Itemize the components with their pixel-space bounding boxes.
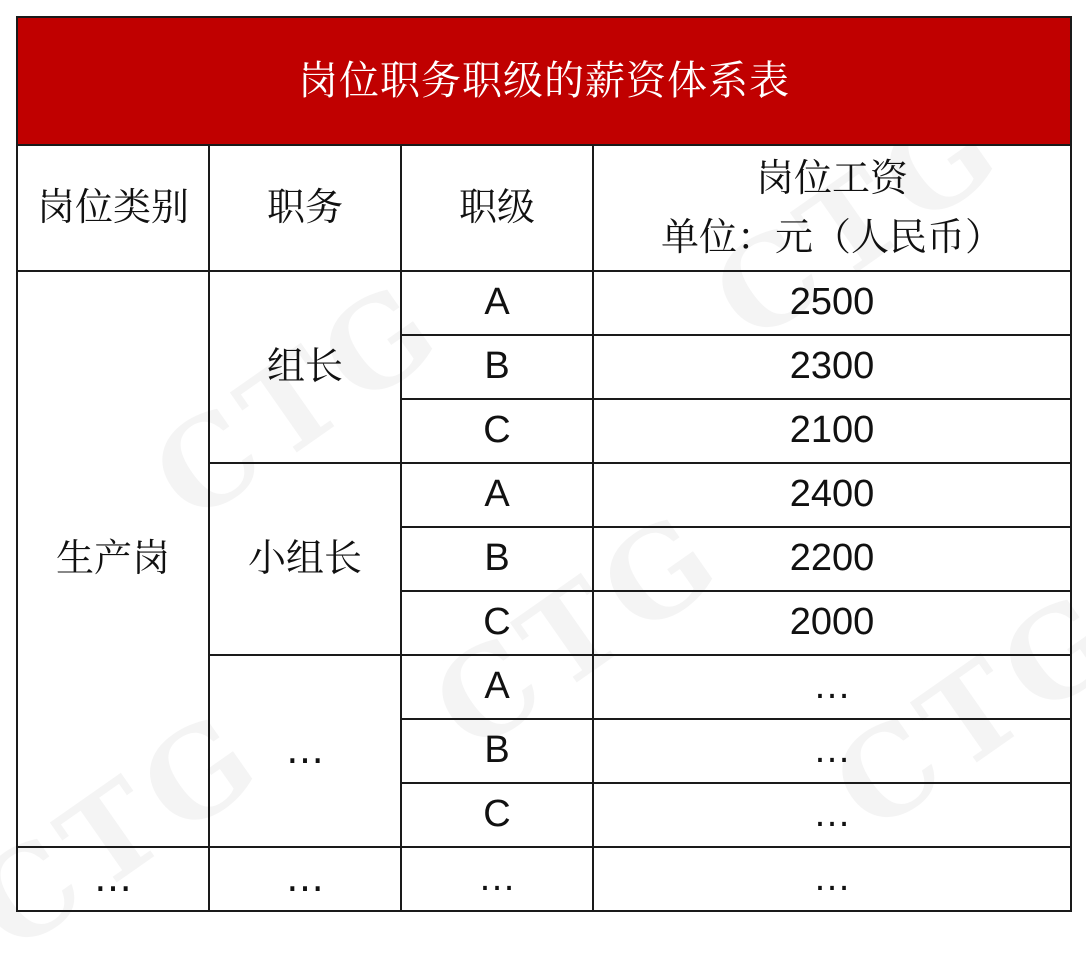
- grade-cell: A: [401, 271, 593, 335]
- wage-cell: 2200: [593, 527, 1071, 591]
- wage-cell: 2300: [593, 335, 1071, 399]
- wage-cell: …: [593, 655, 1071, 719]
- wage-cell: 2100: [593, 399, 1071, 463]
- category-cell: 生产岗: [17, 271, 209, 847]
- header-wage-title: 岗位工资: [755, 156, 908, 201]
- grade-cell: …: [401, 847, 593, 911]
- grade-cell: A: [401, 463, 593, 527]
- header-wage-unit: 单位：元（人民币）: [660, 215, 1003, 259]
- table-title: 岗位职务职级的薪资体系表: [17, 17, 1071, 145]
- grade-cell: C: [401, 399, 593, 463]
- header-category: 岗位类别: [17, 145, 209, 271]
- position-cell: 小组长: [209, 463, 401, 655]
- grade-cell: B: [401, 335, 593, 399]
- position-cell: …: [209, 655, 401, 847]
- grade-cell: B: [401, 719, 593, 783]
- wage-cell: …: [593, 719, 1071, 783]
- header-row: [17, 145, 1071, 271]
- header-wage: [593, 145, 1071, 271]
- table-row: [17, 847, 1071, 911]
- title-row: [17, 17, 1071, 145]
- header-grade: 职级: [401, 145, 593, 271]
- wage-cell: 2500: [593, 271, 1071, 335]
- category-cell: …: [17, 847, 209, 911]
- table-row: [17, 271, 1071, 335]
- wage-cell: …: [593, 847, 1071, 911]
- position-cell: 组长: [209, 271, 401, 463]
- wage-cell: …: [593, 783, 1071, 847]
- grade-cell: B: [401, 527, 593, 591]
- wage-cell: 2000: [593, 591, 1071, 655]
- grade-cell: C: [401, 783, 593, 847]
- wage-cell: 2400: [593, 463, 1071, 527]
- header-position: 职务: [209, 145, 401, 271]
- grade-cell: A: [401, 655, 593, 719]
- position-cell: …: [209, 847, 401, 911]
- grade-cell: C: [401, 591, 593, 655]
- salary-table: [16, 16, 1072, 912]
